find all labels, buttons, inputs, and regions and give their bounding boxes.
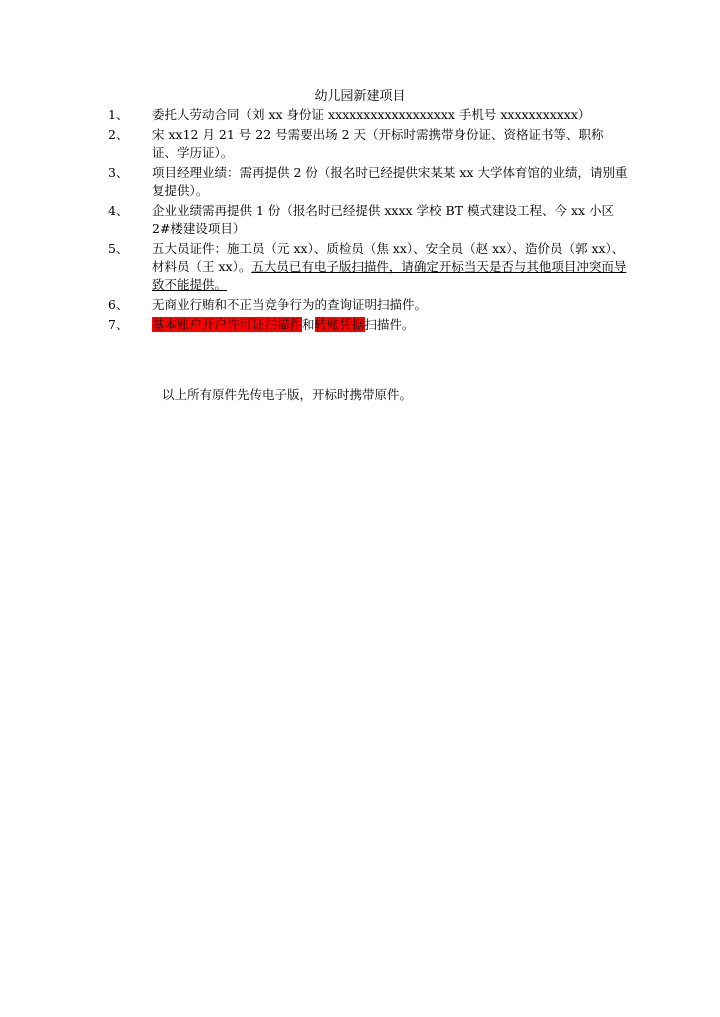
underlined-warning-text: 五大员已有电子版扫描件，请确定开标当天是否与其他项目冲突而导致不能提供。 — [152, 259, 627, 292]
closing-note: 以上所有原件先传电子版，开标时携带原件。 — [162, 387, 413, 402]
highlighted-text-license: 基本账户开户许可证扫描件 — [152, 317, 303, 332]
list-text — [152, 316, 628, 334]
ending-text: 扫描件。 — [364, 317, 415, 332]
list-text: 宋 xx12 月 21 号 22 号需要出场 2 天（开标时需携带身份证、资格证书等、职称证、学历证）。 — [152, 127, 604, 160]
numbered-list — [108, 106, 628, 334]
list-item — [108, 202, 628, 238]
staff-certificates-text: 五大员证件：施工员（元 xx）、质检员（焦 xx）、安全员（赵 xx）、造价员（郭 xx）、材料员（王 xx）。 — [152, 241, 625, 274]
connector-text: 和 — [302, 317, 315, 332]
list-text: 项目经理业绩：需再提供 2 份（报名时已经提供宋某某 xx 大学体育馆的业绩，请别重复提供）。 — [152, 165, 628, 198]
document-title: 幼儿园新建项目 — [314, 89, 406, 104]
list-item — [108, 296, 628, 314]
list-number: 3、 — [108, 165, 129, 180]
list-number: 5、 — [108, 241, 129, 256]
list-text: 委托人劳动合同（刘 xx 身份证 xxxxxxxxxxxxxxxxxx 手机号 xxxxxxxxxxx） — [152, 107, 591, 122]
list-item — [108, 106, 628, 124]
list-number: 1、 — [108, 107, 129, 122]
list-item — [108, 126, 628, 162]
list-number: 7、 — [108, 317, 129, 332]
list-item — [108, 240, 628, 294]
list-text: 企业业绩需再提供 1 份（报名时已经提供 xxxx 学校 BT 模式建设工程、今 xx 小区 2#楼建设项目） — [152, 203, 615, 236]
list-item — [108, 164, 628, 200]
list-text: 无商业行贿和不正当竞争行为的查询证明扫描件。 — [152, 297, 428, 312]
list-text — [152, 240, 628, 294]
list-number: 2、 — [108, 127, 129, 142]
list-number: 6、 — [108, 297, 129, 312]
highlighted-text-transfer: 转账凭据 — [314, 317, 365, 332]
list-item — [108, 316, 628, 334]
list-number: 4、 — [108, 203, 129, 218]
